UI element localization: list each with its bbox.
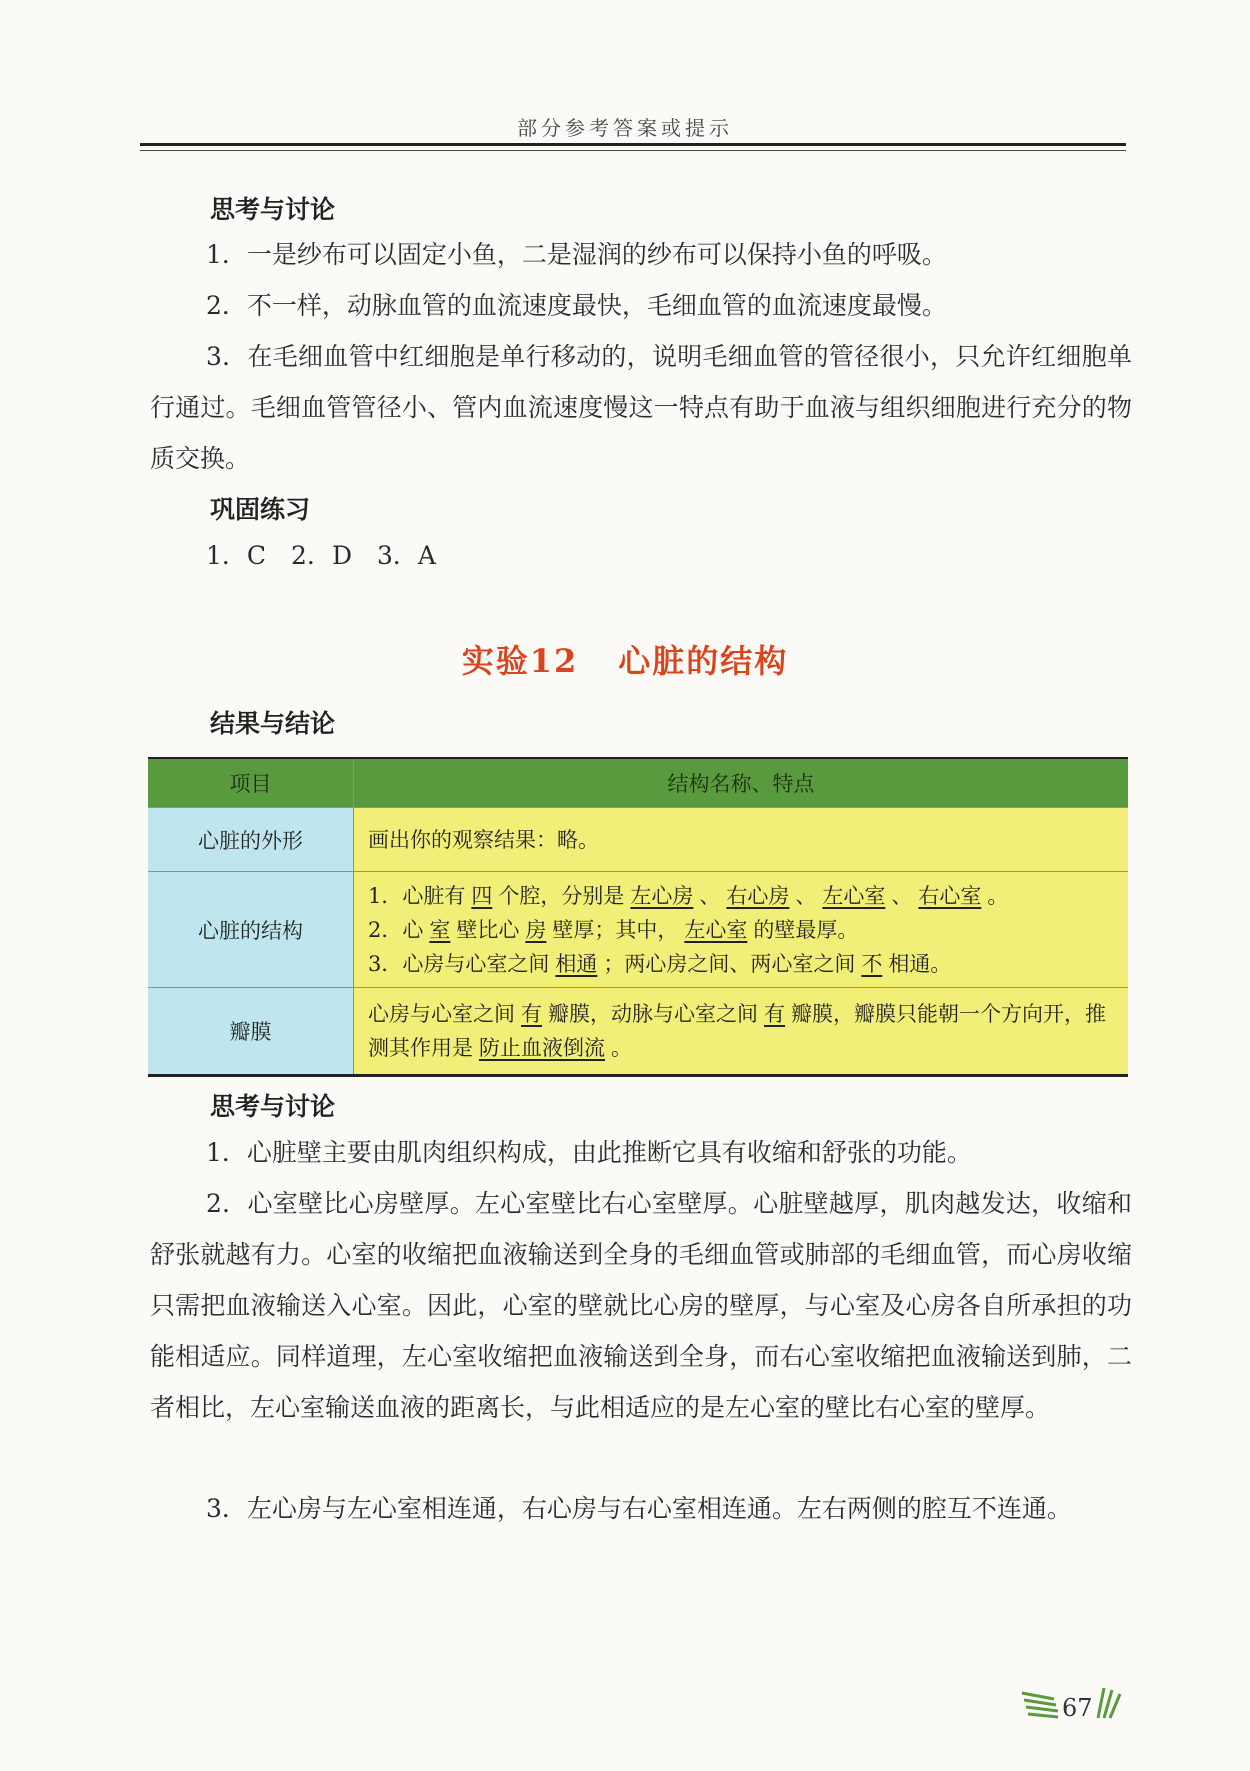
discussion-2-item-2: 2．心室壁比心房壁厚。左心室壁比右心室壁厚。心脏壁越厚，肌肉越发达，收缩和舒张就越有力。心室的收缩把血液输送到全身的毛细血管或肺部的毛细血管，而心房收缩只需把血液输送入心室。因此，心室的壁就比心房的壁厚，与心室及心房各自所承担的功能相适应。同样道理，左心室收缩把血液输送到全身，而右心室收缩把血液输送到肺，二者相比，左心室输送血液的距离长，与此相适应的是左心室的壁比右心室的壁厚。 [150, 1189, 1132, 1422]
row-item-shape: 心脏的外形 [148, 808, 354, 872]
row-content-shape: 画出你的观察结果：略。 [354, 808, 1129, 872]
running-header: 部分参考答案或提示 [517, 116, 733, 140]
row-item-structure: 心脏的结构 [148, 872, 354, 988]
structure-line-2: 2．心 室 壁比心 房 壁厚；其中， 左心室 的壁最厚。 [368, 917, 859, 942]
row-content-structure [354, 872, 1129, 988]
experiment-name: 心脏的结构 [618, 642, 789, 680]
row-content-valve: 心房与心室之间 有 瓣膜，动脉与心室之间 有 瓣膜，瓣膜只能朝一个方向开，推测其作用是 防止血液倒流 。 [354, 988, 1129, 1076]
structure-line-1: 1．心脏有 四 个腔，分别是 左心房 、 右心房 、 左心室 、 右心室 。 [368, 883, 1009, 908]
table-header-item: 项目 [148, 758, 354, 808]
results-table [148, 757, 1128, 1077]
section-heading-results: 结果与结论 [210, 709, 336, 738]
discussion-1-item-3: 3．在毛细血管中红细胞是单行移动的，说明毛细血管的管径很小，只允许红细胞单行通过。毛细血管管径小、管内血流速度慢这一特点有助于血液与组织细胞进行充分的物质交换。 [150, 342, 1132, 473]
header-rule-thin [140, 150, 1126, 151]
table-header-features: 结构名称、特点 [354, 758, 1129, 808]
discussion-2-item-1: 1．心脏壁主要由肌肉组织构成，由此推断它具有收缩和舒张的功能。 [206, 1138, 972, 1167]
discussion-2-item-3: 3．左心房与左心室相连通，右心房与右心室相连通。左右两侧的腔互不连通。 [206, 1494, 1072, 1523]
section-heading-discussion-2: 思考与讨论 [210, 1092, 336, 1121]
section-heading-discussion-1: 思考与讨论 [210, 195, 336, 224]
structure-line-3: 3．心房与心室之间 相通 ；两心房之间、两心室之间 不 相通。 [368, 951, 952, 976]
experiment-number: 实验12 [461, 642, 579, 680]
discussion-1-item-2: 2．不一样，动脉血管的血流速度最快，毛细血管的血流速度最慢。 [206, 291, 947, 320]
section-heading-practice: 巩固练习 [210, 495, 311, 524]
header-rule-thick [140, 143, 1126, 146]
page-number: 67 [1062, 1694, 1093, 1722]
row-item-valve: 瓣膜 [148, 988, 354, 1076]
leaf-decoration-right-icon [1094, 1686, 1124, 1720]
table-row [148, 988, 1128, 1076]
discussion-1-item-1: 1．一是纱布可以固定小鱼，二是湿润的纱布可以保持小鱼的呼吸。 [206, 240, 947, 269]
table-header-row [148, 758, 1128, 808]
practice-answers: 1．C 2．D 3．A [206, 541, 436, 570]
experiment-title [0, 636, 1250, 682]
table-row [148, 808, 1128, 872]
leaf-decoration-left-icon [1020, 1689, 1060, 1719]
table-row [148, 872, 1128, 988]
